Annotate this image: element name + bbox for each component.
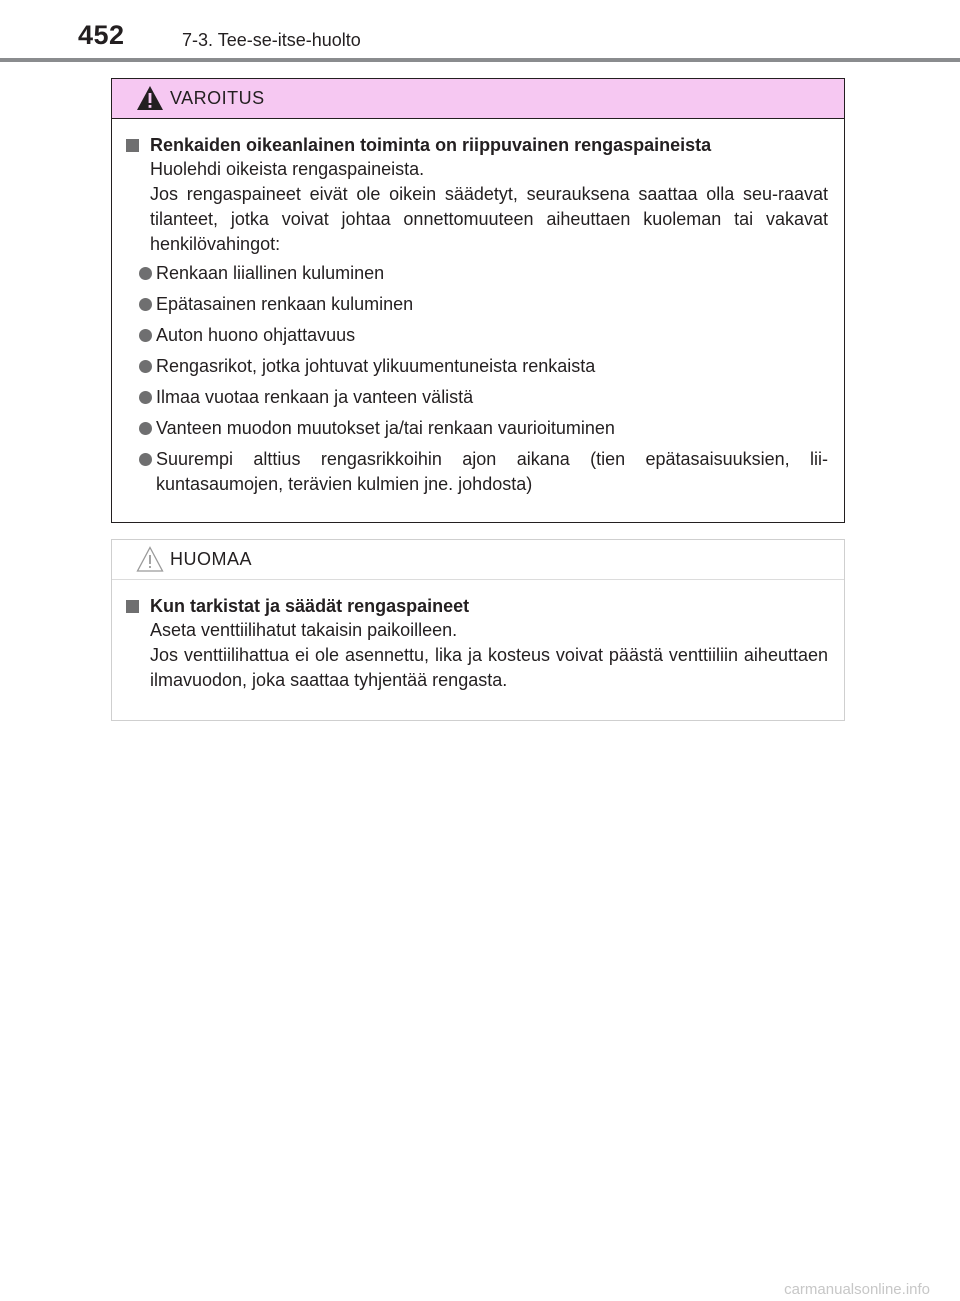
list-item: Renkaan liiallinen kuluminen	[136, 261, 828, 286]
notice-box	[111, 539, 845, 721]
notice-text	[126, 618, 828, 693]
warning-box	[111, 78, 845, 523]
list-item: Suurempi alttius rengasrikkoihin ajon aikana (tien epätasaisuuksien, lii-kuntasaumojen, terävien kulmien jne. johdosta)	[136, 447, 828, 497]
list-item: Epätasainen renkaan kuluminen	[136, 292, 828, 317]
warning-label: VAROITUS	[170, 88, 265, 108]
list-item: Auton huono ohjattavuus	[136, 323, 828, 348]
page-number: 452	[78, 20, 125, 50]
circle-bullet-icon	[139, 298, 152, 311]
circle-bullet-icon	[139, 329, 152, 342]
notice-label: HUOMAA	[170, 549, 253, 569]
notice-header	[112, 540, 844, 580]
warning-paragraph: Jos rengaspaineet eivät ole oikein säädetyt, seurauksena saattaa olla seu-raavat tilanteet, jotka voivat johtaa onnettomuuteen aiheuttaen kuoleman tai vakavat henkilövahingot:	[150, 184, 828, 254]
circle-bullet-icon	[139, 360, 152, 373]
square-bullet-icon	[126, 139, 139, 152]
circle-bullet-icon	[139, 267, 152, 280]
list-item: Vanteen muodon muutokset ja/tai renkaan vaurioituminen	[136, 416, 828, 441]
warning-text	[126, 157, 828, 257]
warning-topic: Renkaiden oikeanlainen toiminta on riippuvainen rengaspaineista	[126, 133, 828, 157]
header-divider	[0, 58, 960, 62]
circle-bullet-icon	[139, 422, 152, 435]
warning-triangle-outline-icon	[136, 546, 164, 572]
list-item: Ilmaa vuotaa renkaan ja vanteen välistä	[136, 385, 828, 410]
warning-paragraph: Huolehdi oikeista rengaspaineista.	[150, 159, 425, 179]
warning-header	[112, 79, 844, 119]
page-header	[0, 0, 960, 64]
watermark: carmanualsonline.info	[784, 1281, 930, 1298]
circle-bullet-icon	[139, 453, 152, 466]
section-title: 7-3. Tee-se-itse-huolto	[182, 30, 361, 50]
warning-bullet-list	[126, 261, 828, 497]
warning-triangle-filled-icon	[136, 85, 164, 111]
list-item: Rengasrikot, jotka johtuvat ylikuumentuneista renkaista	[136, 354, 828, 379]
notice-paragraph: Aseta venttiilihatut takaisin paikoilleen.	[150, 620, 458, 640]
notice-paragraph: Jos venttiilihattua ei ole asennettu, lika ja kosteus voivat päästä venttiiliin aiheuttaen ilmavuodon, joka saattaa tyhjentää rengasta.	[150, 645, 828, 690]
circle-bullet-icon	[139, 391, 152, 404]
notice-topic: Kun tarkistat ja säädät rengaspaineet	[126, 594, 828, 618]
square-bullet-icon	[126, 600, 139, 613]
